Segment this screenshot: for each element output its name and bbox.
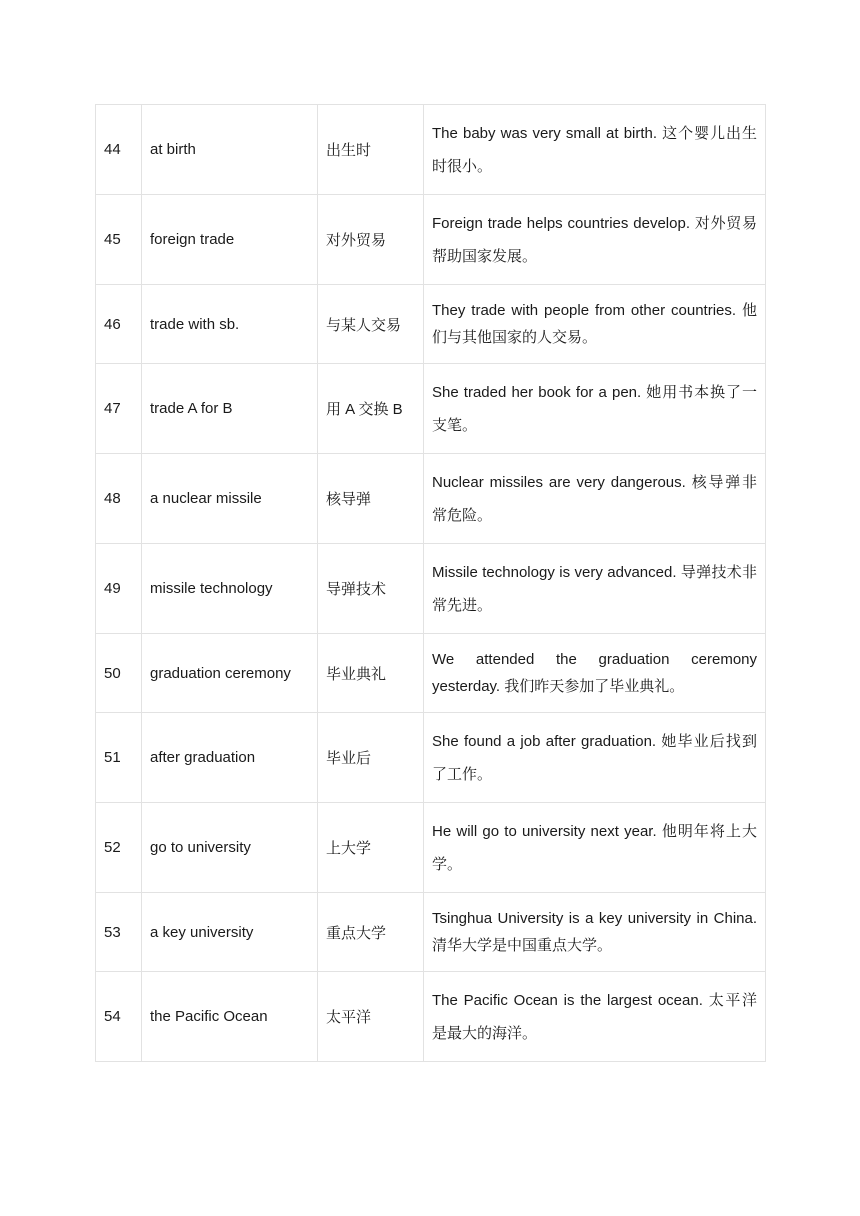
- example-sentence: Missile technology is very advanced. 导弹技术非常先进。: [424, 544, 766, 634]
- row-number: 50: [96, 634, 142, 713]
- chinese-meaning: 毕业典礼: [318, 634, 424, 713]
- example-sentence: They trade with people from other countries. 他们与其他国家的人交易。: [424, 285, 766, 364]
- row-number: 46: [96, 285, 142, 364]
- row-number: 44: [96, 105, 142, 195]
- table-row: [96, 893, 766, 972]
- english-phrase: foreign trade: [142, 195, 318, 285]
- english-phrase: missile technology: [142, 544, 318, 634]
- english-phrase: go to university: [142, 803, 318, 893]
- table-row: [96, 195, 766, 285]
- example-sentence: The baby was very small at birth. 这个婴儿出生时很小。: [424, 105, 766, 195]
- example-sentence: The Pacific Ocean is the largest ocean. 太平洋是最大的海洋。: [424, 972, 766, 1062]
- example-sentence: Foreign trade helps countries develop. 对外贸易帮助国家发展。: [424, 195, 766, 285]
- english-phrase: a key university: [142, 893, 318, 972]
- example-sentence: She found a job after graduation. 她毕业后找到了工作。: [424, 713, 766, 803]
- table-row: [96, 285, 766, 364]
- english-phrase: trade with sb.: [142, 285, 318, 364]
- english-phrase: after graduation: [142, 713, 318, 803]
- table-row: [96, 364, 766, 454]
- row-number: 47: [96, 364, 142, 454]
- english-phrase: at birth: [142, 105, 318, 195]
- row-number: 54: [96, 972, 142, 1062]
- example-sentence: Tsinghua University is a key university in China. 清华大学是中国重点大学。: [424, 893, 766, 972]
- table-row: [96, 544, 766, 634]
- example-sentence: We attended the graduation ceremony yesterday. 我们昨天参加了毕业典礼。: [424, 634, 766, 713]
- row-number: 53: [96, 893, 142, 972]
- example-sentence: Nuclear missiles are very dangerous. 核导弹非常危险。: [424, 454, 766, 544]
- chinese-meaning: 毕业后: [318, 713, 424, 803]
- chinese-meaning: 出生时: [318, 105, 424, 195]
- chinese-meaning: 与某人交易: [318, 285, 424, 364]
- example-sentence: He will go to university next year. 他明年将上大学。: [424, 803, 766, 893]
- chinese-meaning: 导弹技术: [318, 544, 424, 634]
- row-number: 48: [96, 454, 142, 544]
- row-number: 52: [96, 803, 142, 893]
- english-phrase: trade A for B: [142, 364, 318, 454]
- table-row: [96, 105, 766, 195]
- row-number: 49: [96, 544, 142, 634]
- chinese-meaning: 上大学: [318, 803, 424, 893]
- table-row: [96, 972, 766, 1062]
- table-row: [96, 803, 766, 893]
- row-number: 51: [96, 713, 142, 803]
- chinese-meaning: 重点大学: [318, 893, 424, 972]
- english-phrase: graduation ceremony: [142, 634, 318, 713]
- chinese-meaning: 对外贸易: [318, 195, 424, 285]
- chinese-meaning: 核导弹: [318, 454, 424, 544]
- example-sentence: She traded her book for a pen. 她用书本换了一支笔。: [424, 364, 766, 454]
- table-row: [96, 713, 766, 803]
- row-number: 45: [96, 195, 142, 285]
- vocabulary-table: [95, 104, 766, 1062]
- english-phrase: a nuclear missile: [142, 454, 318, 544]
- english-phrase: the Pacific Ocean: [142, 972, 318, 1062]
- table-row: [96, 454, 766, 544]
- table-row: [96, 634, 766, 713]
- chinese-meaning: 用 A 交换 B: [318, 364, 424, 454]
- chinese-meaning: 太平洋: [318, 972, 424, 1062]
